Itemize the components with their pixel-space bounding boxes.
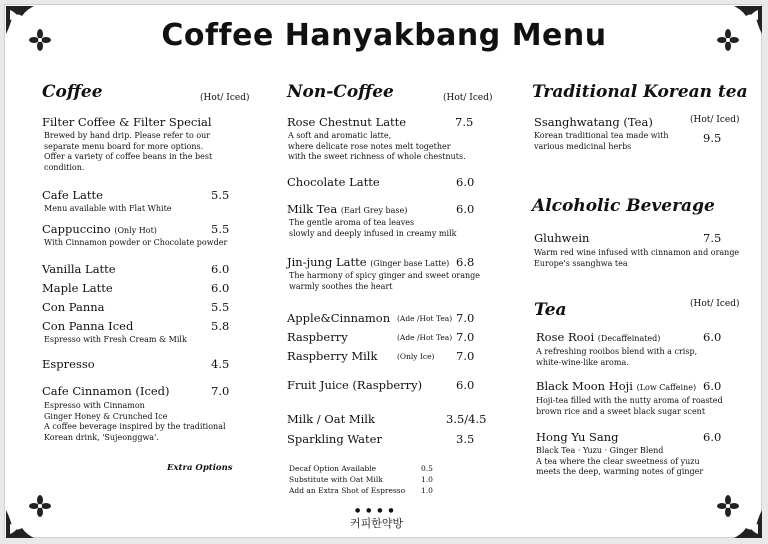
menu-item-desc: The harmony of spicy ginger and sweet orange warmly soothes the heart xyxy=(289,271,481,291)
menu-item-note: (Only Hot) xyxy=(114,226,157,235)
menu-item-name: Jin-jung Latte (Ginger base Latte) xyxy=(287,255,450,269)
menu-item-desc: A soft and aromatic latte, where delicate rose notes melt together with the sweet richness of whole chestnuts. xyxy=(288,131,466,161)
section-heading-alcohol: Alcoholic Beverage xyxy=(532,196,715,216)
menu-item-desc: Espresso with Cinnamon Ginger Honey & Crunched Ice A coffee beverage inspired by the traditional Korean drink, 'Sujeonggwa'. xyxy=(44,401,226,442)
menu-item-name: Ssanghwatang (Tea) xyxy=(534,115,653,129)
menu-item-note: (Decaffeinated) xyxy=(597,334,661,343)
extra-option-name: Add an Extra Shot of Espresso xyxy=(289,486,406,495)
menu-item-name: Vanilla Latte xyxy=(42,262,116,276)
menu-item-desc: Black Tea · Yuzu · Ginger Blend A tea where the clear sweetness of yuzu meets the deep, warming notes of ginger xyxy=(536,446,704,476)
extra-options-label: Extra Options xyxy=(167,463,233,473)
menu-item-name: Hong Yu Sang xyxy=(536,430,619,444)
menu-item-note: (Ginger base Latte) xyxy=(370,259,450,268)
menu-item-price: 5.5 xyxy=(211,222,230,236)
menu-item-name: Con Panna Iced xyxy=(42,319,134,333)
extra-option-name: Substitute with Oat Milk xyxy=(289,475,383,484)
menu-item-price: 7.0 xyxy=(456,349,475,363)
menu-item-price: 6.0 xyxy=(456,378,475,392)
menu-item-price: 7.0 xyxy=(456,311,475,325)
menu-item-price: 6.0 xyxy=(703,330,722,344)
menu-item-name: Milk Tea (Earl Grey base) xyxy=(287,202,408,216)
menu-item-price: 6.0 xyxy=(456,202,475,216)
menu-item-name: Rose Rooi (Decaffeinated) xyxy=(536,330,661,344)
extra-option-price: 1.0 xyxy=(421,486,433,495)
menu-item-price: 6.0 xyxy=(703,430,722,444)
extra-option-name: Decaf Option Available xyxy=(289,464,377,473)
menu-item-name: Milk / Oat Milk xyxy=(287,412,375,426)
menu-item-desc: The gentle aroma of tea leaves slowly and deeply infused in creamy milk xyxy=(289,218,457,238)
menu-item-name: Sparkling Water xyxy=(287,432,382,446)
flower-icon xyxy=(716,494,740,518)
menu-item-price: 4.5 xyxy=(211,357,230,371)
menu-item-desc: Menu available with Flat White xyxy=(44,204,172,213)
menu-item-price: 7.0 xyxy=(456,330,475,344)
menu-item-price: 6.0 xyxy=(456,175,475,189)
menu-item-name: Cafe Cinnamon (Iced) xyxy=(42,384,170,398)
menu-item-note: (Earl Grey base) xyxy=(340,206,408,215)
menu-item-note: (Ade /Hot Tea) xyxy=(397,333,453,342)
hot-iced-label: (Hot/ Iced) xyxy=(200,93,250,103)
section-heading-coffee: Coffee xyxy=(42,82,103,102)
menu-item-name: Chocolate Latte xyxy=(287,175,380,189)
section-heading-tea: Tea xyxy=(534,300,567,320)
menu-item-desc: With Cinnamon powder or Chocolate powder xyxy=(44,238,228,247)
menu-item-price: 6.0 xyxy=(703,379,722,393)
menu-item-desc: Korean traditional tea made with various medicinal herbs xyxy=(534,131,669,151)
menu-item-price: 7.0 xyxy=(211,384,230,398)
brand-logo: 커피한약방 xyxy=(350,517,404,530)
menu-item-name: Maple Latte xyxy=(42,281,113,295)
menu-item-name: Black Moon Hoji (Low Caffeine) xyxy=(536,379,697,393)
menu-item-name: Filter Coffee & Filter Special xyxy=(42,115,212,129)
menu-item-desc: A refreshing rooibos blend with a crisp, white-wine-like aroma. xyxy=(536,347,698,367)
menu-item-price: 6.0 xyxy=(211,262,230,276)
flower-icon xyxy=(28,494,52,518)
section-heading-korean-tea: Traditional Korean tea xyxy=(532,82,748,102)
menu-item-desc: Hoji-tea filled with the nutty aroma of roasted brown rice and a sweet black sugar scent xyxy=(536,396,723,416)
menu-item-price: 5.8 xyxy=(211,319,230,333)
menu-item-note: (Ade /Hot Tea) xyxy=(397,314,453,323)
menu-title: Coffee Hanyakbang Menu xyxy=(161,18,607,53)
menu-item-price: 7.5 xyxy=(703,231,722,245)
menu-item-name: Espresso xyxy=(42,357,95,371)
menu-item-name: Cafe Latte xyxy=(42,188,103,202)
hot-iced-label: (Hot/ Iced) xyxy=(690,299,740,309)
menu-item-desc: Espresso with Fresh Cream & Milk xyxy=(44,335,187,344)
menu-item-note: (Only Ice) xyxy=(397,352,435,361)
menu-item-price: 6.0 xyxy=(211,281,230,295)
menu-item-name: Raspberry Milk xyxy=(287,349,378,363)
menu-item-price: 3.5/4.5 xyxy=(446,412,487,426)
menu-item-price: 6.8 xyxy=(456,255,475,269)
menu-item-price: 3.5 xyxy=(456,432,475,446)
menu-item-name: Cappuccino (Only Hot) xyxy=(42,222,157,236)
menu-item-name: Gluhwein xyxy=(534,231,590,245)
menu-item-price: 9.5 xyxy=(703,131,722,145)
extra-option-price: 0.5 xyxy=(421,464,433,473)
menu-item-desc: Brewed by hand drip. Please refer to our separate menu board for more options. Offer a variety of coffee beans in the best condition. xyxy=(44,131,213,172)
section-heading-noncoffee: Non-Coffee xyxy=(287,82,394,102)
menu-item-price: 7.5 xyxy=(455,115,474,129)
menu-item-price: 5.5 xyxy=(211,300,230,314)
extra-option-price: 1.0 xyxy=(421,475,433,484)
hot-iced-label: (Hot/ Iced) xyxy=(690,115,740,125)
menu-item-note: (Low Caffeine) xyxy=(636,383,697,392)
menu-item-name: Rose Chestnut Latte xyxy=(287,115,407,129)
menu-item-name: Con Panna xyxy=(42,300,105,314)
menu-item-price: 5.5 xyxy=(211,188,230,202)
logo-dots: ● ● ● ● xyxy=(355,507,396,514)
hot-iced-label: (Hot/ Iced) xyxy=(443,93,493,103)
menu-item-desc: Warm red wine infused with cinnamon and orange Europe's ssanghwa tea xyxy=(534,248,740,268)
menu-item-name: Apple&Cinnamon xyxy=(287,311,391,325)
menu-item-name: Raspberry xyxy=(287,330,348,344)
menu-item-name: Fruit Juice (Raspberry) xyxy=(287,378,423,392)
